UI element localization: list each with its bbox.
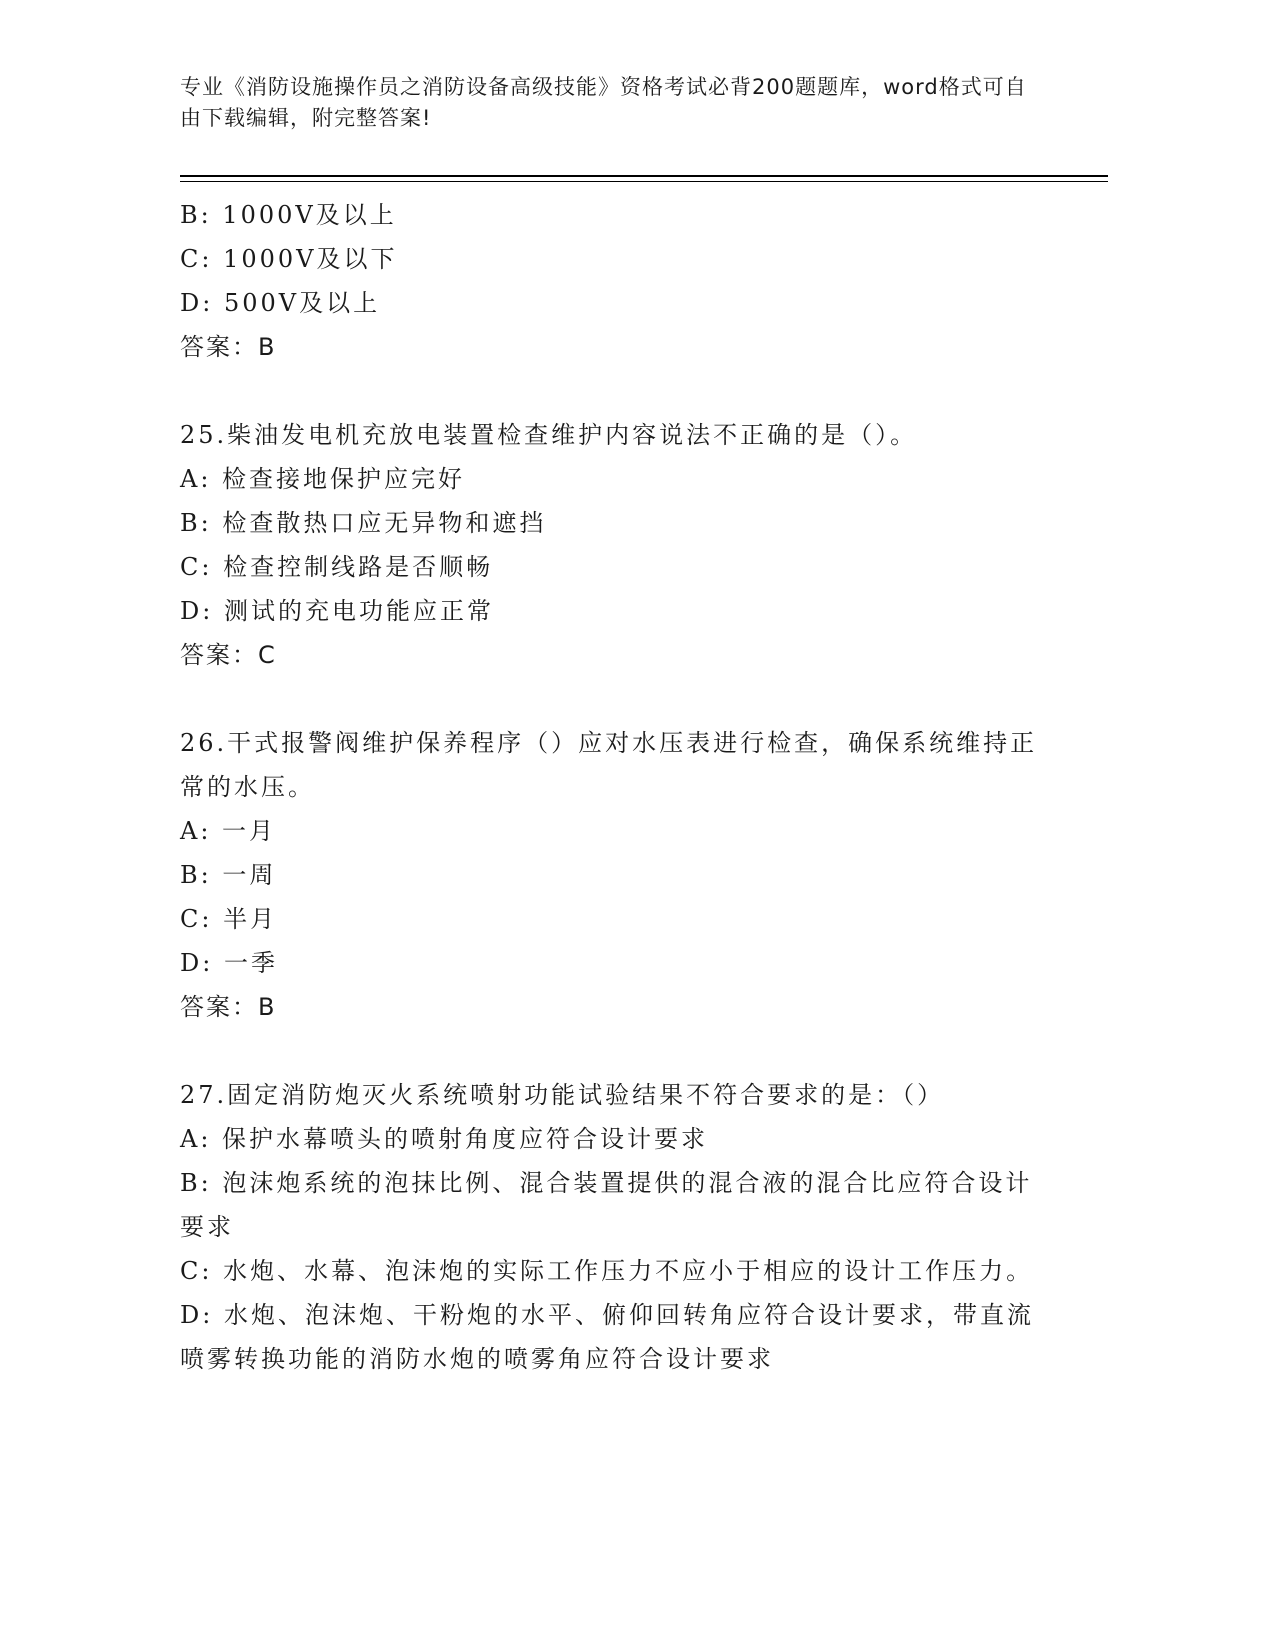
answer: 答案：C — [180, 641, 277, 669]
question-25 — [180, 413, 1040, 677]
question-stem: 27.固定消防炮灭火系统喷射功能试验结果不符合要求的是：（） — [180, 1081, 945, 1109]
question-list — [180, 193, 1040, 1381]
option-d: D: 一季 — [180, 949, 278, 977]
option-c: C: 检查控制线路是否顺畅 — [180, 553, 494, 581]
header-rule-thin — [180, 181, 1108, 182]
answer: 答案：B — [180, 333, 277, 361]
option-a: A: 一月 — [180, 817, 277, 845]
option-c: C: 1000V及以下 — [180, 245, 398, 273]
option-d: D: 测试的充电功能应正常 — [180, 597, 494, 625]
question-26 — [180, 721, 1040, 1029]
answer: 答案：B — [180, 993, 277, 1021]
option-c: C: 半月 — [180, 905, 278, 933]
option-c: C: 水炮、水幕、泡沫炮的实际工作压力不应小于相应的设计工作压力。 — [180, 1257, 1034, 1285]
option-b: B: 1000V及以上 — [180, 201, 397, 229]
option-d: D: 500V及以上 — [180, 289, 381, 317]
option-a: A: 检查接地保护应完好 — [180, 465, 466, 493]
option-a: A: 保护水幕喷头的喷射角度应符合设计要求 — [180, 1125, 709, 1153]
question-24-tail — [180, 193, 1040, 369]
option-b: B: 一周 — [180, 861, 277, 889]
question-stem: 26.干式报警阀维护保养程序（）应对水压表进行检查，确保系统维持正常的水压。 — [180, 729, 1038, 801]
option-d: D: 水炮、泡沫炮、干粉炮的水平、俯仰回转角应符合设计要求，带直流喷雾转换功能的消防水炮的喷雾角应符合设计要求 — [180, 1301, 1034, 1373]
question-27 — [180, 1073, 1040, 1381]
option-b: B: 检查散热口应无异物和遮挡 — [180, 509, 547, 537]
question-stem: 25.柴油发电机充放电装置检查维护内容说法不正确的是（）。 — [180, 421, 918, 449]
document-header: 专业《消防设施操作员之消防设备高级技能》资格考试必背200题题库，word格式可自由下载编辑，附完整答案! — [180, 75, 1027, 130]
header-rule-thick — [180, 175, 1108, 177]
option-b: B: 泡沫炮系统的泡抹比例、混合装置提供的混合液的混合比应符合设计要求 — [180, 1169, 1033, 1241]
